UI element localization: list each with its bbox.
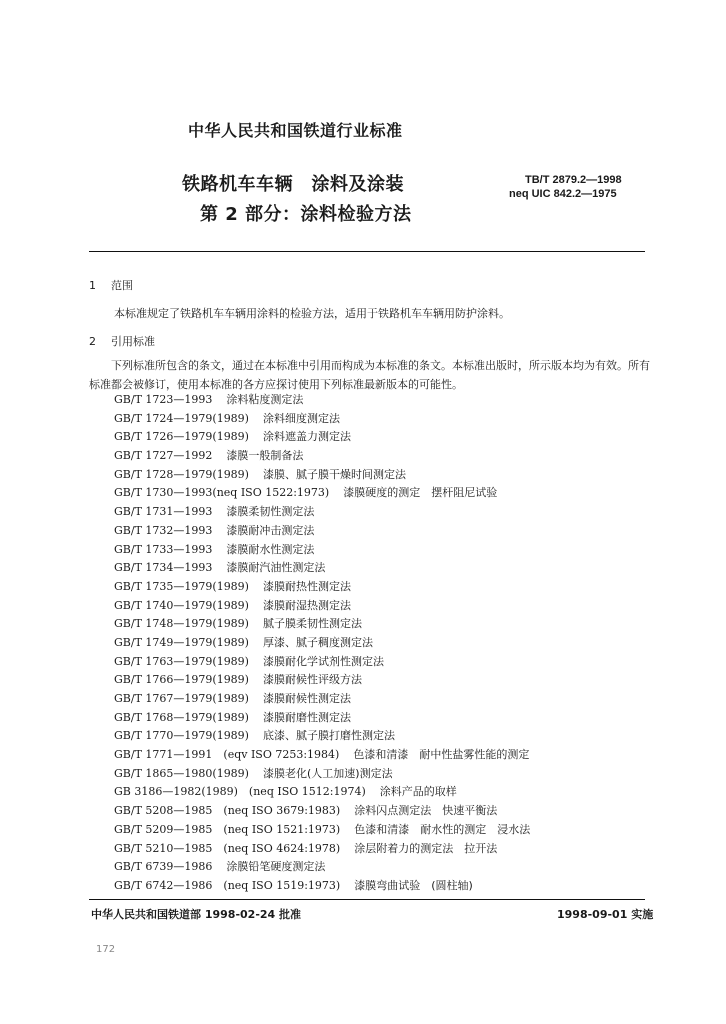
standard-equivalence: neq UIC 842.2—1975 [509,188,617,200]
section-title: 范围 [111,279,133,292]
reference-item [114,559,530,578]
document-title-line1: 铁路机车车辆 涂料及涂装 [182,174,404,195]
reference-code: GB/T 1749—1979(1989) [114,635,249,649]
reference-code: GB/T 1740—1979(1989) [114,598,249,612]
reference-title: 漆膜耐湿热测定法 [262,598,351,612]
reference-item [114,503,530,522]
page-number: 172 [96,944,116,955]
reference-item [114,858,530,877]
reference-title: 厚漆、腻子稠度测定法 [262,635,373,649]
reference-title: 漆膜耐候性测定法 [262,692,351,705]
reference-code: GB/T 5209—1985 (neq ISO 1521:1973) [114,822,341,836]
reference-code: GB/T 1724—1979(1989) [114,411,249,425]
reference-title: 漆膜老化(人工加速)测定法 [262,766,393,780]
approval-note: 中华人民共和国铁道部 1998-02-24 批准 [91,908,302,921]
reference-title: 漆膜耐候性评级方法 [262,673,362,687]
reference-title: 漆膜、腻子膜干燥时间测定法 [262,467,406,481]
reference-item [114,634,530,653]
reference-item [114,783,530,802]
reference-item [114,821,530,840]
reference-title: 涂料遮盖力测定法 [262,430,351,444]
reference-code: GB/T 1768—1979(1989) [114,710,249,724]
reference-item [114,653,530,672]
reference-item [114,727,530,746]
reference-code: GB/T 1728—1979(1989) [114,467,249,481]
reference-code: GB/T 1763—1979(1989) [114,654,249,668]
reference-title: 涂料产品的取样 [379,785,457,799]
reference-code: GB/T 1770—1979(1989) [114,729,249,743]
reference-title: 漆膜一般制备法 [226,449,304,463]
reference-item [114,802,530,821]
reference-list [114,391,530,896]
reference-title: 漆膜弯曲试验 (圆柱轴) [354,878,473,892]
reference-code: GB/T 1771—1991 (eqv ISO 7253:1984) [114,748,340,762]
section-2-heading [89,333,155,349]
reference-title: 漆膜硬度的测定 摆杆阻尼试验 [343,486,498,500]
reference-code: GB/T 1726—1979(1989) [114,430,249,444]
reference-title: 涂料闪点测定法 快速平衡法 [354,804,498,818]
reference-item [114,877,530,896]
reference-code: GB 3186—1982(1989) (neq ISO 1512:1974) [114,785,366,799]
reference-title: 漆膜耐水性测定法 [226,542,315,556]
reference-title: 漆膜柔韧性测定法 [226,505,315,519]
reference-item [114,391,530,410]
reference-code: GB/T 1732—1993 [114,523,213,537]
reference-code: GB/T 1733—1993 [114,542,213,556]
document-title-line2: 第 2 部分：涂料检验方法 [200,204,412,225]
reference-item [114,541,530,560]
reference-item [114,466,530,485]
reference-item [114,690,530,709]
section-number: 1 [89,279,96,292]
header-divider [89,251,645,252]
reference-title: 涂料细度测定法 [262,411,340,425]
reference-title: 漆膜耐汽油性测定法 [226,561,326,575]
reference-item [114,522,530,541]
reference-item [114,428,530,447]
section-title: 引用标准 [111,335,155,348]
reference-code: GB/T 1748—1979(1989) [114,617,249,631]
reference-code: GB/T 1727—1992 [114,449,213,463]
reference-item [114,410,530,429]
reference-title: 涂层附着力的测定法 拉开法 [354,841,498,855]
reference-code: GB/T 6742—1986 (neq ISO 1519:1973) [114,878,341,892]
footer-divider [89,899,645,900]
section-1-body: 本标准规定了铁路机车车辆用涂料的检验方法，适用于铁路机车车辆用防护涂料。 [114,307,510,320]
reference-item [114,615,530,634]
reference-item [114,447,530,466]
reference-code: GB/T 1865—1980(1989) [114,766,249,780]
reference-item [114,765,530,784]
reference-item [114,484,530,503]
reference-title: 色漆和清漆 耐水性的测定 浸水法 [354,822,531,836]
reference-title: 涂料粘度测定法 [226,393,304,406]
reference-code: GB/T 1730—1993(neq ISO 1522:1973) [114,486,330,500]
reference-code: GB/T 1731—1993 [114,505,213,519]
reference-title: 漆膜耐磨性测定法 [262,710,351,724]
section-number: 2 [89,335,96,348]
reference-code: GB/T 1735—1979(1989) [114,579,249,593]
reference-code: GB/T 5208—1985 (neq ISO 3679:1983) [114,804,341,818]
reference-code: GB/T 5210—1985 (neq ISO 4624:1978) [114,841,341,855]
reference-item [114,578,530,597]
reference-code: GB/T 1734—1993 [114,561,213,575]
reference-item [114,840,530,859]
reference-code: GB/T 6739—1986 [114,860,213,874]
reference-item [114,709,530,728]
reference-title: 漆膜耐热性测定法 [262,579,351,593]
reference-item [114,671,530,690]
reference-title: 腻子膜柔韧性测定法 [262,617,362,631]
organization-header: 中华人民共和国铁道行业标准 [188,121,403,140]
reference-item [114,597,530,616]
effective-date: 1998-09-01 实施 [557,908,654,921]
reference-code: GB/T 1723—1993 [114,393,213,406]
section-1-heading [89,277,133,293]
reference-item [114,746,530,765]
reference-title: 底漆、腻子膜打磨性测定法 [262,729,395,743]
reference-code: GB/T 1766—1979(1989) [114,673,249,687]
reference-title: 漆膜耐冲击测定法 [226,523,315,537]
standard-number: TB/T 2879.2—1998 [525,174,622,186]
reference-code: GB/T 1767—1979(1989) [114,692,249,705]
section-2-intro: 下列标准所包含的条文，通过在本标准中引用而构成为本标准的条文。本标准出版时，所示版本均为有效。所有标准都会被修订，使用本标准的各方应探讨使用下列标准最新版本的可能性。 [89,359,650,391]
reference-title: 漆膜耐化学试剂性测定法 [262,654,384,668]
reference-title: 涂膜铅笔硬度测定法 [226,860,326,874]
reference-title: 色漆和清漆 耐中性盐雾性能的测定 [353,748,530,762]
